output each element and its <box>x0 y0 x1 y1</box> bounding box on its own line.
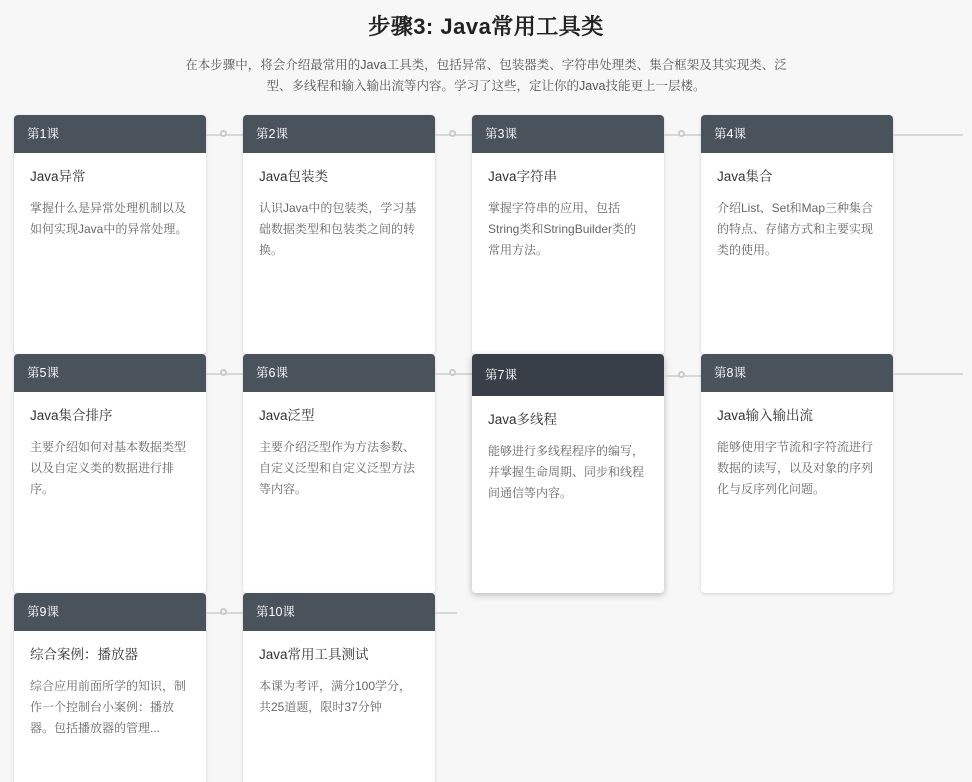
lesson-card-10[interactable] <box>243 593 435 782</box>
lesson-title: Java集合 <box>717 169 773 184</box>
connector-node-icon <box>678 371 685 378</box>
lesson-title: Java字符串 <box>488 169 558 184</box>
connector-node-icon <box>220 369 227 376</box>
lesson-badge: 第7课 <box>472 354 664 396</box>
lesson-badge: 第10课 <box>243 593 435 631</box>
lesson-grid <box>0 115 972 782</box>
lesson-title: Java输入输出流 <box>717 408 814 423</box>
lesson-desc: 掌握什么是异常处理机制以及如何实现Java中的异常处理。 <box>30 201 188 236</box>
connector-node-icon <box>678 130 685 137</box>
lesson-badge: 第8课 <box>701 354 893 392</box>
lesson-desc: 本课为考评，满分100学分，共25道题，限时37分钟 <box>259 679 412 714</box>
lesson-badge: 第1课 <box>14 115 206 153</box>
lesson-row <box>14 593 972 782</box>
lesson-row <box>14 115 972 354</box>
lesson-desc: 掌握字符串的应用，包括String类和StringBuilder类的常用方法。 <box>488 201 637 257</box>
connector-line <box>664 375 701 377</box>
lesson-body <box>14 392 206 593</box>
lesson-badge: 第4课 <box>701 115 893 153</box>
connector-node-icon <box>220 130 227 137</box>
lesson-desc: 综合应用前面所学的知识，制作一个控制台小案例：播放器。包括播放器的管理... <box>30 679 187 735</box>
lesson-title: 综合案例：播放器 <box>30 647 138 662</box>
lesson-body <box>14 153 206 354</box>
page-header <box>0 0 972 97</box>
lesson-body <box>472 153 664 354</box>
lesson-title: Java包装类 <box>259 169 329 184</box>
lesson-desc: 能够使用字节流和字符流进行数据的读写，以及对象的序列化与反序列化问题。 <box>717 440 874 496</box>
connector-line <box>435 134 472 136</box>
connector-node-icon <box>449 369 456 376</box>
lesson-card-9[interactable] <box>14 593 206 782</box>
lesson-title: Java集合排序 <box>30 408 113 423</box>
lesson-body <box>701 153 893 354</box>
lesson-card-2[interactable] <box>243 115 435 354</box>
lesson-title: Java泛型 <box>259 408 315 423</box>
lesson-card-6[interactable] <box>243 354 435 593</box>
lesson-card-8[interactable] <box>701 354 893 593</box>
lesson-card-1[interactable] <box>14 115 206 354</box>
connector-line <box>664 134 701 136</box>
lesson-title: Java常用工具测试 <box>259 647 369 662</box>
lesson-desc: 认识Java中的包装类，学习基础数据类型和包装类之间的转换。 <box>259 201 417 257</box>
lesson-badge: 第2课 <box>243 115 435 153</box>
lesson-badge: 第5课 <box>14 354 206 392</box>
page-title: 步骤3: Java常用工具类 <box>368 14 604 39</box>
lesson-body <box>701 392 893 593</box>
connector-line <box>206 612 243 614</box>
lesson-desc: 主要介绍泛型作为方法参数、自定义泛型和自定义泛型方法等内容。 <box>259 440 416 496</box>
lesson-desc: 能够进行多线程程序的编写，并掌握生命周期、同步和线程间通信等内容。 <box>488 444 645 500</box>
lesson-body <box>243 392 435 593</box>
lesson-card-7[interactable] <box>472 354 664 593</box>
connector-tail <box>893 373 963 375</box>
lesson-body <box>243 631 435 782</box>
lesson-title: Java多线程 <box>488 412 558 427</box>
connector-line <box>206 373 243 375</box>
connector-tail <box>893 134 963 136</box>
connector-tail <box>435 612 457 614</box>
lesson-badge: 第6课 <box>243 354 435 392</box>
lesson-body <box>14 631 206 782</box>
lesson-body <box>472 396 664 593</box>
lesson-body <box>243 153 435 354</box>
lesson-title: Java异常 <box>30 169 86 184</box>
connector-node-icon <box>220 608 227 615</box>
connector-node-icon <box>449 130 456 137</box>
lesson-badge: 第3课 <box>472 115 664 153</box>
lesson-row <box>14 354 972 593</box>
lesson-badge: 第9课 <box>14 593 206 631</box>
connector-line <box>206 134 243 136</box>
connector-line <box>435 373 472 375</box>
lesson-card-5[interactable] <box>14 354 206 593</box>
lesson-card-4[interactable] <box>701 115 893 354</box>
lesson-card-3[interactable] <box>472 115 664 354</box>
lesson-desc: 介绍List、Set和Map三种集合的特点、存储方式和主要实现类的使用。 <box>717 201 874 257</box>
lesson-desc: 主要介绍如何对基本数据类型以及自定义类的数据进行排序。 <box>30 440 187 496</box>
page-subtitle: 在本步骤中，将会介绍最常用的Java工具类，包括异常、包装器类、字符串处理类、集合框架及其实现类、泛型、多线程和输入输出流等内容。学习了这些，定让你的Java技能更上一层楼。 <box>185 58 787 93</box>
